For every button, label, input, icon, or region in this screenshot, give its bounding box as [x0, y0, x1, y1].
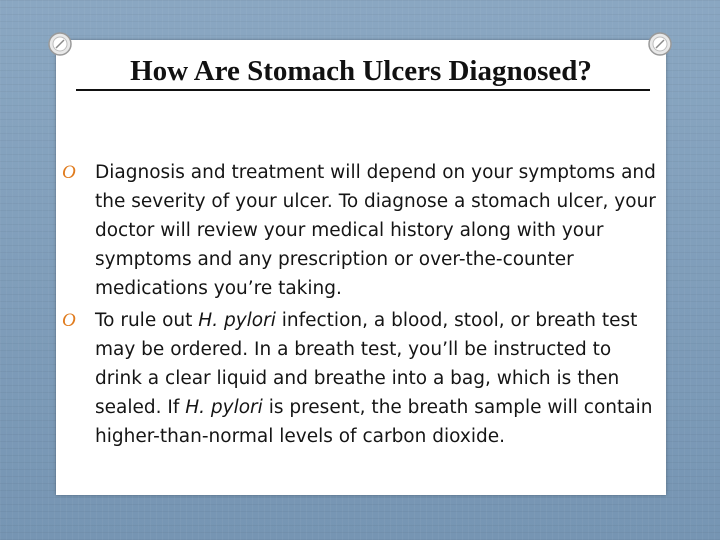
bullet-item	[62, 306, 662, 451]
bullet-item	[62, 158, 662, 303]
slide-title: How Are Stomach Ulcers Diagnosed?	[130, 55, 592, 87]
title-underline	[76, 89, 650, 91]
bullet-text-emphasis: H. pylori	[198, 310, 276, 331]
bullet-text-segment: is present, the breath sample will contain higher-than-normal levels of carbon dioxide.	[95, 397, 653, 447]
bullet-text-segment: To rule out	[95, 310, 199, 331]
bullet-text	[95, 310, 652, 447]
bullet-text-segment: infection, a blood, stool, or breath test may be ordered. In a breath test, you’ll be instructed to drink a clear liquid and breathe into a bag, which is then sealed. If	[95, 310, 638, 418]
bullet-text: Diagnosis and treatment will depend on your symptoms and the severity of your ulcer. To diagnose a stomach ulcer, your doctor will review your medical history along with your symptoms and any prescription or over-the-counter medications you’re taking.	[95, 162, 656, 299]
bullet-marker-icon: O	[62, 162, 76, 183]
bullet-marker-icon: O	[62, 310, 76, 331]
bullet-text-emphasis: H. pylori	[185, 397, 263, 418]
bullet-list	[62, 158, 662, 451]
